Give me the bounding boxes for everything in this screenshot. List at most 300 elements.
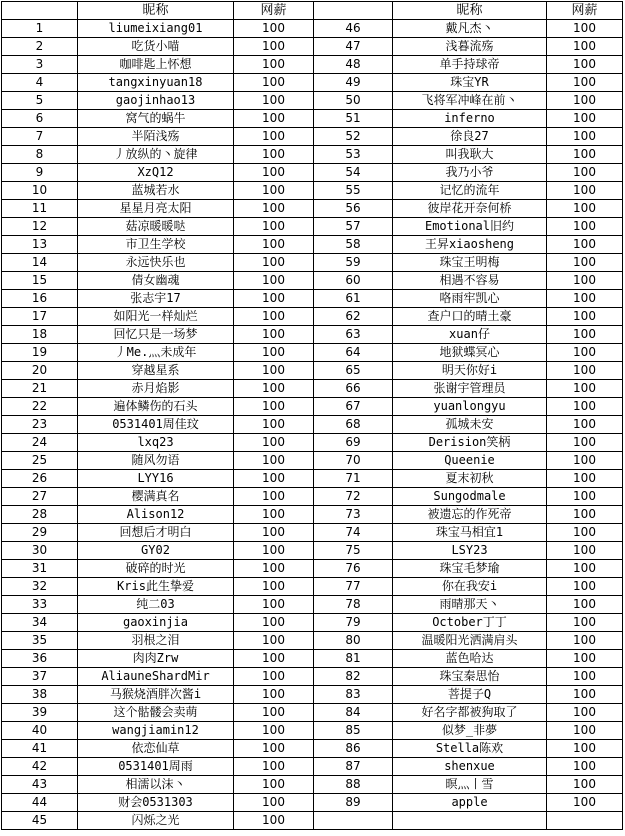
right-nickname-cell: 珠宝秦思怡 <box>393 668 547 686</box>
table-row <box>2 254 623 272</box>
left-index-cell: 18 <box>2 326 78 344</box>
table-row <box>2 686 623 704</box>
left-nickname-cell: 菇凉暖暖哒 <box>78 218 234 236</box>
right-salary-cell: 100 <box>547 110 623 128</box>
left-index-cell: 4 <box>2 74 78 92</box>
left-nickname-cell: gaojinhao13 <box>78 92 234 110</box>
right-salary-cell: 100 <box>547 254 623 272</box>
left-salary-cell: 100 <box>234 128 314 146</box>
table-row <box>2 578 623 596</box>
header-salary-right: 网薪 <box>547 2 623 20</box>
right-nickname-cell: 我乃小爷 <box>393 164 547 182</box>
left-salary-cell: 100 <box>234 704 314 722</box>
left-salary-cell: 100 <box>234 146 314 164</box>
left-nickname-cell: 0531401周雨 <box>78 758 234 776</box>
left-nickname-cell: lxq23 <box>78 434 234 452</box>
right-salary-cell: 100 <box>547 542 623 560</box>
table-row <box>2 326 623 344</box>
left-salary-cell: 100 <box>234 578 314 596</box>
right-nickname-cell: 王昇xiaosheng <box>393 236 547 254</box>
right-index-cell: 54 <box>314 164 393 182</box>
right-salary-cell: 100 <box>547 506 623 524</box>
right-salary-cell: 100 <box>547 434 623 452</box>
table-row <box>2 416 623 434</box>
right-salary-cell: 100 <box>547 146 623 164</box>
table-row <box>2 20 623 38</box>
right-index-cell: 60 <box>314 272 393 290</box>
right-nickname-cell: 飞将军冲峰在前丶 <box>393 92 547 110</box>
left-nickname-cell: 蓝城若水 <box>78 182 234 200</box>
right-index-cell: 76 <box>314 560 393 578</box>
left-index-cell: 38 <box>2 686 78 704</box>
left-salary-cell: 100 <box>234 758 314 776</box>
right-nickname-cell: 好名字都被狗取了 <box>393 704 547 722</box>
right-index-cell: 47 <box>314 38 393 56</box>
left-index-cell: 20 <box>2 362 78 380</box>
left-index-cell: 27 <box>2 488 78 506</box>
right-nickname-cell: Sungodmale <box>393 488 547 506</box>
left-nickname-cell: 永远快乐也 <box>78 254 234 272</box>
left-nickname-cell: 财会0531303 <box>78 794 234 812</box>
left-index-cell: 42 <box>2 758 78 776</box>
left-salary-cell: 100 <box>234 596 314 614</box>
left-salary-cell: 100 <box>234 290 314 308</box>
left-index-cell: 8 <box>2 146 78 164</box>
right-nickname-cell: 戴凡杰丶 <box>393 20 547 38</box>
right-nickname-cell: 菩提子Q <box>393 686 547 704</box>
right-salary-cell: 100 <box>547 218 623 236</box>
right-index-cell: 73 <box>314 506 393 524</box>
left-salary-cell: 100 <box>234 740 314 758</box>
right-index-cell: 68 <box>314 416 393 434</box>
header-index-left <box>2 2 78 20</box>
right-salary-cell: 100 <box>547 200 623 218</box>
table-row <box>2 74 623 92</box>
left-index-cell: 2 <box>2 38 78 56</box>
left-index-cell: 15 <box>2 272 78 290</box>
table-row <box>2 614 623 632</box>
left-salary-cell: 100 <box>234 434 314 452</box>
left-index-cell: 23 <box>2 416 78 434</box>
right-index-cell: 56 <box>314 200 393 218</box>
right-index-cell: 63 <box>314 326 393 344</box>
table-row <box>2 38 623 56</box>
left-index-cell: 5 <box>2 92 78 110</box>
left-salary-cell: 100 <box>234 38 314 56</box>
table-row <box>2 92 623 110</box>
left-salary-cell: 100 <box>234 164 314 182</box>
right-salary-cell: 100 <box>547 614 623 632</box>
right-index-cell: 87 <box>314 758 393 776</box>
right-salary-cell: 100 <box>547 758 623 776</box>
table-row <box>2 362 623 380</box>
left-index-cell: 1 <box>2 20 78 38</box>
right-nickname-cell: inferno <box>393 110 547 128</box>
right-nickname-cell: apple <box>393 794 547 812</box>
right-nickname-cell: 蓝色哈达 <box>393 650 547 668</box>
right-salary-cell: 100 <box>547 308 623 326</box>
right-salary-cell: 100 <box>547 668 623 686</box>
right-index-cell: 85 <box>314 722 393 740</box>
left-salary-cell: 100 <box>234 686 314 704</box>
right-index-cell: 75 <box>314 542 393 560</box>
left-nickname-cell: Kris此生挚爱 <box>78 578 234 596</box>
right-nickname-cell: 单手持球帝 <box>393 56 547 74</box>
table-row <box>2 272 623 290</box>
left-salary-cell: 100 <box>234 542 314 560</box>
right-index-cell: 55 <box>314 182 393 200</box>
right-nickname-cell: 你在我安i <box>393 578 547 596</box>
left-salary-cell: 100 <box>234 794 314 812</box>
left-salary-cell: 100 <box>234 362 314 380</box>
right-nickname-cell: 珠宝王明梅 <box>393 254 547 272</box>
right-index-cell: 52 <box>314 128 393 146</box>
right-index-cell: 48 <box>314 56 393 74</box>
right-nickname-cell: 夏末初秋 <box>393 470 547 488</box>
left-index-cell: 6 <box>2 110 78 128</box>
left-nickname-cell: 马猴烧酒胖次酱i <box>78 686 234 704</box>
left-nickname-cell: 半陌浅殇 <box>78 128 234 146</box>
table-row <box>2 794 623 812</box>
table-row <box>2 236 623 254</box>
left-index-cell: 35 <box>2 632 78 650</box>
left-salary-cell: 100 <box>234 812 314 830</box>
right-nickname-cell: 浅暮流殇 <box>393 38 547 56</box>
right-salary-cell: 100 <box>547 776 623 794</box>
left-salary-cell: 100 <box>234 722 314 740</box>
right-nickname-cell: 珠宝毛梦瑜 <box>393 560 547 578</box>
right-nickname-cell: 珠宝YR <box>393 74 547 92</box>
table-row <box>2 110 623 128</box>
right-salary-cell: 100 <box>547 92 623 110</box>
right-index-cell: 86 <box>314 740 393 758</box>
left-index-cell: 17 <box>2 308 78 326</box>
table-row <box>2 470 623 488</box>
right-salary-cell: 100 <box>547 524 623 542</box>
left-index-cell: 32 <box>2 578 78 596</box>
left-nickname-cell: 依恋仙草 <box>78 740 234 758</box>
left-salary-cell: 100 <box>234 200 314 218</box>
table-row <box>2 146 623 164</box>
left-index-cell: 26 <box>2 470 78 488</box>
right-index-cell: 83 <box>314 686 393 704</box>
left-salary-cell: 100 <box>234 272 314 290</box>
left-index-cell: 21 <box>2 380 78 398</box>
right-index-cell: 57 <box>314 218 393 236</box>
left-salary-cell: 100 <box>234 632 314 650</box>
right-nickname-cell: Queenie <box>393 452 547 470</box>
left-nickname-cell: gaoxinjia <box>78 614 234 632</box>
right-salary-cell: 100 <box>547 452 623 470</box>
left-salary-cell: 100 <box>234 56 314 74</box>
left-index-cell: 13 <box>2 236 78 254</box>
right-salary-cell <box>547 812 623 830</box>
left-salary-cell: 100 <box>234 506 314 524</box>
right-index-cell: 62 <box>314 308 393 326</box>
right-salary-cell: 100 <box>547 632 623 650</box>
header-salary-left: 网薪 <box>234 2 314 20</box>
left-index-cell: 29 <box>2 524 78 542</box>
spreadsheet <box>1 1 623 830</box>
right-index-cell: 65 <box>314 362 393 380</box>
left-index-cell: 39 <box>2 704 78 722</box>
right-salary-cell: 100 <box>547 182 623 200</box>
left-nickname-cell: 咖啡匙上怀想 <box>78 56 234 74</box>
left-nickname-cell: 随风勿语 <box>78 452 234 470</box>
table-row <box>2 542 623 560</box>
table-row <box>2 704 623 722</box>
right-salary-cell: 100 <box>547 578 623 596</box>
left-index-cell: 28 <box>2 506 78 524</box>
left-salary-cell: 100 <box>234 308 314 326</box>
left-nickname-cell: XzQ12 <box>78 164 234 182</box>
left-nickname-cell: 丿Me.灬未成年 <box>78 344 234 362</box>
left-nickname-cell: 赤月焰影 <box>78 380 234 398</box>
right-salary-cell: 100 <box>547 380 623 398</box>
left-salary-cell: 100 <box>234 416 314 434</box>
right-salary-cell: 100 <box>547 38 623 56</box>
left-nickname-cell: Alison12 <box>78 506 234 524</box>
right-index-cell: 81 <box>314 650 393 668</box>
right-nickname-cell: Emotional旧约 <box>393 218 547 236</box>
right-index-cell: 61 <box>314 290 393 308</box>
table-row <box>2 380 623 398</box>
left-index-cell: 10 <box>2 182 78 200</box>
left-salary-cell: 100 <box>234 560 314 578</box>
right-index-cell: 46 <box>314 20 393 38</box>
left-index-cell: 16 <box>2 290 78 308</box>
right-index-cell: 89 <box>314 794 393 812</box>
left-nickname-cell: 肉肉Zrw <box>78 650 234 668</box>
right-index-cell: 74 <box>314 524 393 542</box>
left-nickname-cell: 回想后才明白 <box>78 524 234 542</box>
left-salary-cell: 100 <box>234 182 314 200</box>
left-index-cell: 37 <box>2 668 78 686</box>
right-nickname-cell: 地狱蝶冥心 <box>393 344 547 362</box>
left-index-cell: 12 <box>2 218 78 236</box>
left-salary-cell: 100 <box>234 74 314 92</box>
left-nickname-cell: 回忆只是一场梦 <box>78 326 234 344</box>
right-salary-cell: 100 <box>547 416 623 434</box>
right-index-cell: 88 <box>314 776 393 794</box>
left-nickname-cell: 丿放纵的丶旋律 <box>78 146 234 164</box>
right-salary-cell: 100 <box>547 362 623 380</box>
left-salary-cell: 100 <box>234 470 314 488</box>
right-nickname-cell: 似梦_非夢 <box>393 722 547 740</box>
right-salary-cell: 100 <box>547 20 623 38</box>
left-salary-cell: 100 <box>234 326 314 344</box>
table-row <box>2 758 623 776</box>
left-salary-cell: 100 <box>234 20 314 38</box>
left-index-cell: 11 <box>2 200 78 218</box>
right-salary-cell: 100 <box>547 488 623 506</box>
right-salary-cell: 100 <box>547 722 623 740</box>
left-nickname-cell: 相濡以沫丶 <box>78 776 234 794</box>
right-nickname-cell: 相遇不容易 <box>393 272 547 290</box>
left-index-cell: 33 <box>2 596 78 614</box>
right-index-cell: 50 <box>314 92 393 110</box>
left-salary-cell: 100 <box>234 524 314 542</box>
left-nickname-cell: wangjiamin12 <box>78 722 234 740</box>
header-row <box>2 2 623 20</box>
left-salary-cell: 100 <box>234 614 314 632</box>
right-nickname-cell: 孤城未安 <box>393 416 547 434</box>
right-nickname-cell: shenxue <box>393 758 547 776</box>
right-index-cell: 49 <box>314 74 393 92</box>
right-index-cell: 64 <box>314 344 393 362</box>
left-index-cell: 9 <box>2 164 78 182</box>
right-salary-cell: 100 <box>547 650 623 668</box>
left-nickname-cell: 闪烁之光 <box>78 812 234 830</box>
table-row <box>2 632 623 650</box>
table-row <box>2 398 623 416</box>
left-nickname-cell: 市卫生学校 <box>78 236 234 254</box>
table-row <box>2 812 623 830</box>
table-row <box>2 218 623 236</box>
right-nickname-cell: 查户口的晴土豪 <box>393 308 547 326</box>
left-index-cell: 19 <box>2 344 78 362</box>
right-nickname-cell: October丁丁 <box>393 614 547 632</box>
table-row <box>2 650 623 668</box>
left-index-cell: 36 <box>2 650 78 668</box>
table-row <box>2 200 623 218</box>
right-nickname-cell: yuanlongyu <box>393 398 547 416</box>
left-nickname-cell: 羽根之泪 <box>78 632 234 650</box>
right-index-cell: 58 <box>314 236 393 254</box>
right-salary-cell: 100 <box>547 596 623 614</box>
left-salary-cell: 100 <box>234 218 314 236</box>
right-index-cell: 72 <box>314 488 393 506</box>
right-nickname-cell: 珠宝马相宜1 <box>393 524 547 542</box>
left-salary-cell: 100 <box>234 488 314 506</box>
table-row <box>2 488 623 506</box>
table-row <box>2 56 623 74</box>
left-nickname-cell: 如阳光一样灿烂 <box>78 308 234 326</box>
left-nickname-cell: 破碎的时光 <box>78 560 234 578</box>
table-row <box>2 776 623 794</box>
right-nickname-cell: 叫我耿大 <box>393 146 547 164</box>
right-nickname-cell: 明天你好i <box>393 362 547 380</box>
left-nickname-cell: 张志宇17 <box>78 290 234 308</box>
right-salary-cell: 100 <box>547 344 623 362</box>
right-salary-cell: 100 <box>547 236 623 254</box>
left-nickname-cell: GY02 <box>78 542 234 560</box>
right-salary-cell: 100 <box>547 398 623 416</box>
left-nickname-cell: 樱满真名 <box>78 488 234 506</box>
left-index-cell: 24 <box>2 434 78 452</box>
table-row <box>2 740 623 758</box>
right-salary-cell: 100 <box>547 164 623 182</box>
header-nickname-right: 昵称 <box>393 2 547 20</box>
right-nickname-cell: 雨晴那天丶 <box>393 596 547 614</box>
right-nickname-cell: Derision笑柄 <box>393 434 547 452</box>
salary-table <box>1 1 623 830</box>
left-nickname-cell: liumeixiang01 <box>78 20 234 38</box>
right-salary-cell: 100 <box>547 794 623 812</box>
left-salary-cell: 100 <box>234 380 314 398</box>
right-salary-cell: 100 <box>547 128 623 146</box>
right-index-cell: 71 <box>314 470 393 488</box>
left-nickname-cell: 0531401周佳玟 <box>78 416 234 434</box>
left-nickname-cell: 纯二03 <box>78 596 234 614</box>
right-salary-cell: 100 <box>547 326 623 344</box>
table-row <box>2 308 623 326</box>
right-nickname-cell: 被遗忘的作死帝 <box>393 506 547 524</box>
left-index-cell: 22 <box>2 398 78 416</box>
left-salary-cell: 100 <box>234 110 314 128</box>
left-index-cell: 45 <box>2 812 78 830</box>
right-nickname-cell: LSY23 <box>393 542 547 560</box>
right-salary-cell: 100 <box>547 272 623 290</box>
left-nickname-cell: LYY16 <box>78 470 234 488</box>
right-salary-cell: 100 <box>547 56 623 74</box>
right-nickname-cell: 温暖阳光洒满肩头 <box>393 632 547 650</box>
table-row <box>2 506 623 524</box>
right-index-cell: 53 <box>314 146 393 164</box>
right-salary-cell: 100 <box>547 686 623 704</box>
right-nickname-cell <box>393 812 547 830</box>
left-index-cell: 31 <box>2 560 78 578</box>
right-nickname-cell: 彼岸花开奈何桥 <box>393 200 547 218</box>
right-salary-cell: 100 <box>547 740 623 758</box>
header-nickname-left: 昵称 <box>78 2 234 20</box>
right-index-cell: 84 <box>314 704 393 722</box>
table-row <box>2 560 623 578</box>
table-row <box>2 128 623 146</box>
left-index-cell: 25 <box>2 452 78 470</box>
right-index-cell: 70 <box>314 452 393 470</box>
right-salary-cell: 100 <box>547 704 623 722</box>
right-nickname-cell: 徐良27 <box>393 128 547 146</box>
table-row <box>2 344 623 362</box>
right-nickname-cell: 咯雨牢凯心 <box>393 290 547 308</box>
left-salary-cell: 100 <box>234 452 314 470</box>
left-index-cell: 7 <box>2 128 78 146</box>
right-index-cell: 78 <box>314 596 393 614</box>
right-nickname-cell: xuan仔 <box>393 326 547 344</box>
left-salary-cell: 100 <box>234 668 314 686</box>
right-salary-cell: 100 <box>547 74 623 92</box>
right-index-cell: 79 <box>314 614 393 632</box>
right-index-cell: 59 <box>314 254 393 272</box>
table-row <box>2 596 623 614</box>
right-nickname-cell: Stella陈欢 <box>393 740 547 758</box>
table-row <box>2 452 623 470</box>
header-index-right <box>314 2 393 20</box>
right-salary-cell: 100 <box>547 470 623 488</box>
table-row <box>2 290 623 308</box>
left-index-cell: 44 <box>2 794 78 812</box>
left-index-cell: 3 <box>2 56 78 74</box>
left-index-cell: 41 <box>2 740 78 758</box>
right-index-cell: 69 <box>314 434 393 452</box>
left-nickname-cell: 这个骷髅会卖萌 <box>78 704 234 722</box>
left-nickname-cell: 穿越星系 <box>78 362 234 380</box>
right-index-cell <box>314 812 393 830</box>
right-index-cell: 77 <box>314 578 393 596</box>
right-index-cell: 66 <box>314 380 393 398</box>
table-row <box>2 164 623 182</box>
right-index-cell: 67 <box>314 398 393 416</box>
left-salary-cell: 100 <box>234 344 314 362</box>
table-row <box>2 182 623 200</box>
right-nickname-cell: 张谢宇管理员 <box>393 380 547 398</box>
left-index-cell: 43 <box>2 776 78 794</box>
left-nickname-cell: 遍体鳞伤的石头 <box>78 398 234 416</box>
left-salary-cell: 100 <box>234 254 314 272</box>
left-index-cell: 14 <box>2 254 78 272</box>
left-index-cell: 40 <box>2 722 78 740</box>
